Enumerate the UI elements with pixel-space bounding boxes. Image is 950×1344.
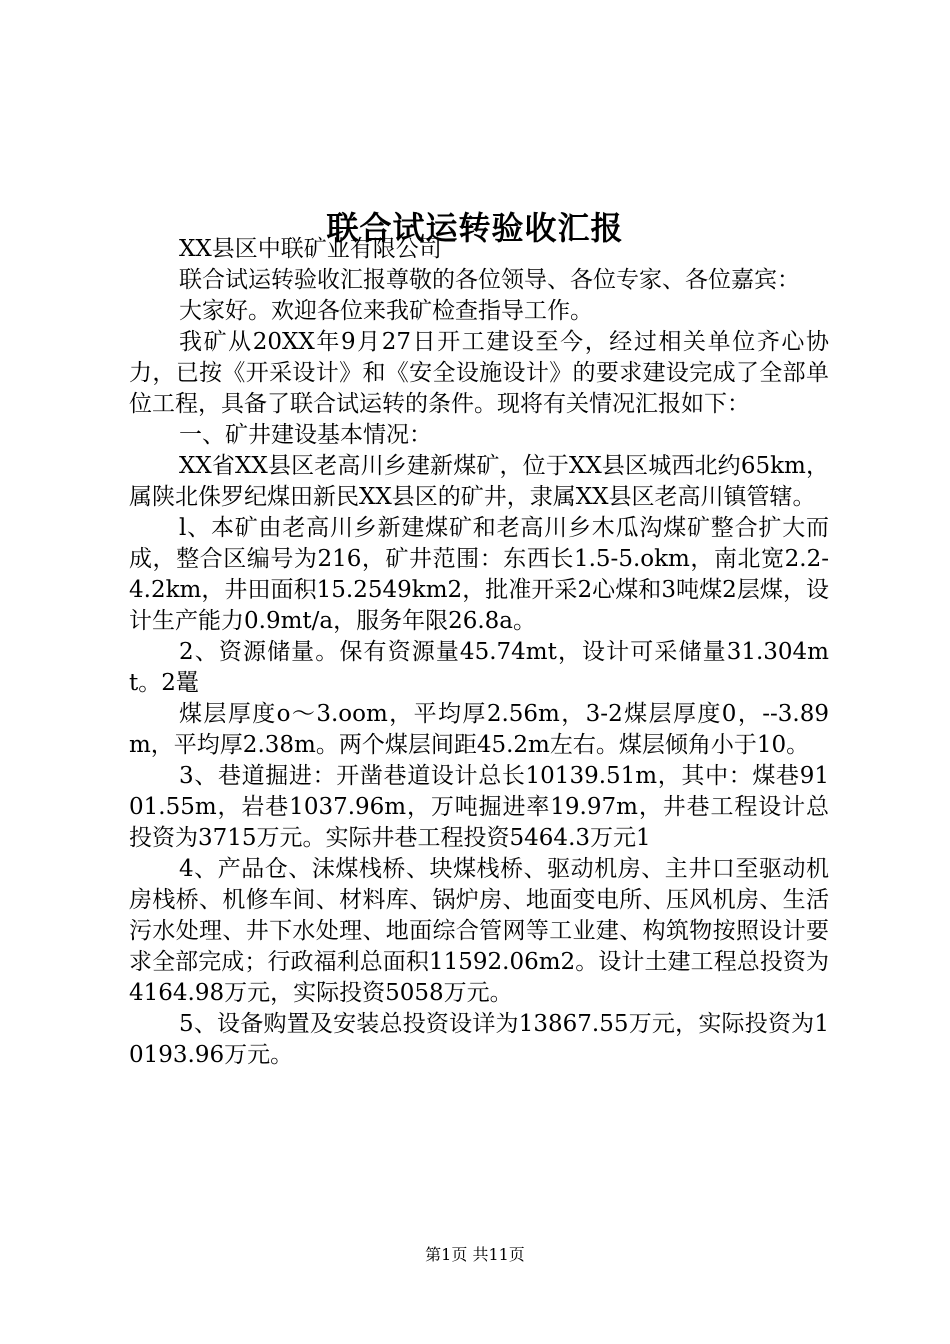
document-body [129, 234, 829, 1071]
intro-paragraph: 我矿从20XX年9月27日开工建设至今，经过相关单位齐心协力，已按《开采设计》和《安全设施设计》的要求建设完成了全部单位工程，具备了联合试运转的条件。现将有关情况汇报如下： [129, 329, 829, 417]
reserves-paragraph: 2、资源储量。保有资源量45.74mt，设计可采储量31.304mt。2鼍 [129, 639, 829, 696]
document-title: 联合试运转验收汇报 [326, 209, 624, 248]
tunneling-paragraph: 3、巷道掘进：开凿巷道设计总长10139.51m，其中：煤巷9101.55m，岩巷1037.96m，万吨掘进率19.97m，井巷工程设计总投资为3715万元。实际井巷工程投资5464.3万元1 [129, 763, 829, 851]
section-heading-paragraph: 一、矿井建设基本情况： [179, 422, 432, 448]
equipment-investment-paragraph: 5、设备购置及安装总投资设详为13867.55万元，实际投资为10193.96万元。 [129, 1011, 829, 1068]
company-name-paragraph: XX县区中联矿业有限公司 [179, 236, 442, 262]
surface-facilities-paragraph: 4、产品仓、沫煤栈桥、块煤栈桥、驱动机房、主井口至驱动机房栈桥、机修车间、材料库、锅炉房、地面变电所、压风机房、生活污水处理、井下水处理、地面综合管网等工业建、构筑物按照设计要求全部完成；行政福利总面积11592.06m2。设计土建工程总投资为4164.98万元，实际投资5058万元。 [129, 856, 829, 1006]
location-paragraph: XX省XX县区老高川乡建新煤矿，位于XX县区城西北约65km，属陕北侏罗纪煤田新民XX县区的矿井，隶属XX县区老高川镇管辖。 [129, 453, 829, 510]
coal-seam-paragraph: 煤层厚度o～3.oom，平均厚2.56m，3-2煤层厚度0，--3.89m，平均厚2.38m。两个煤层间距45.2m左右。煤层倾角小于10。 [129, 701, 829, 758]
page-footer: 第1页 共11页 [425, 1245, 525, 1264]
mine-scope-paragraph: l、本矿由老高川乡新建煤矿和老高川乡木瓜沟煤矿整合扩大而成，整合区编号为216，矿井范围：东西长1.5-5.okm，南北宽2.2-4.2km，井田面积15.2549km2，批准开采2心煤和3吨煤2层煤，设计生产能力0.9mt/a，服务年限26.8a。 [129, 515, 829, 634]
greeting-paragraph: 大家好。欢迎各位来我矿检查指导工作。 [179, 298, 593, 324]
salutation-paragraph: 联合试运转验收汇报尊敬的各位领导、各位专家、各位嘉宾： [179, 267, 800, 293]
